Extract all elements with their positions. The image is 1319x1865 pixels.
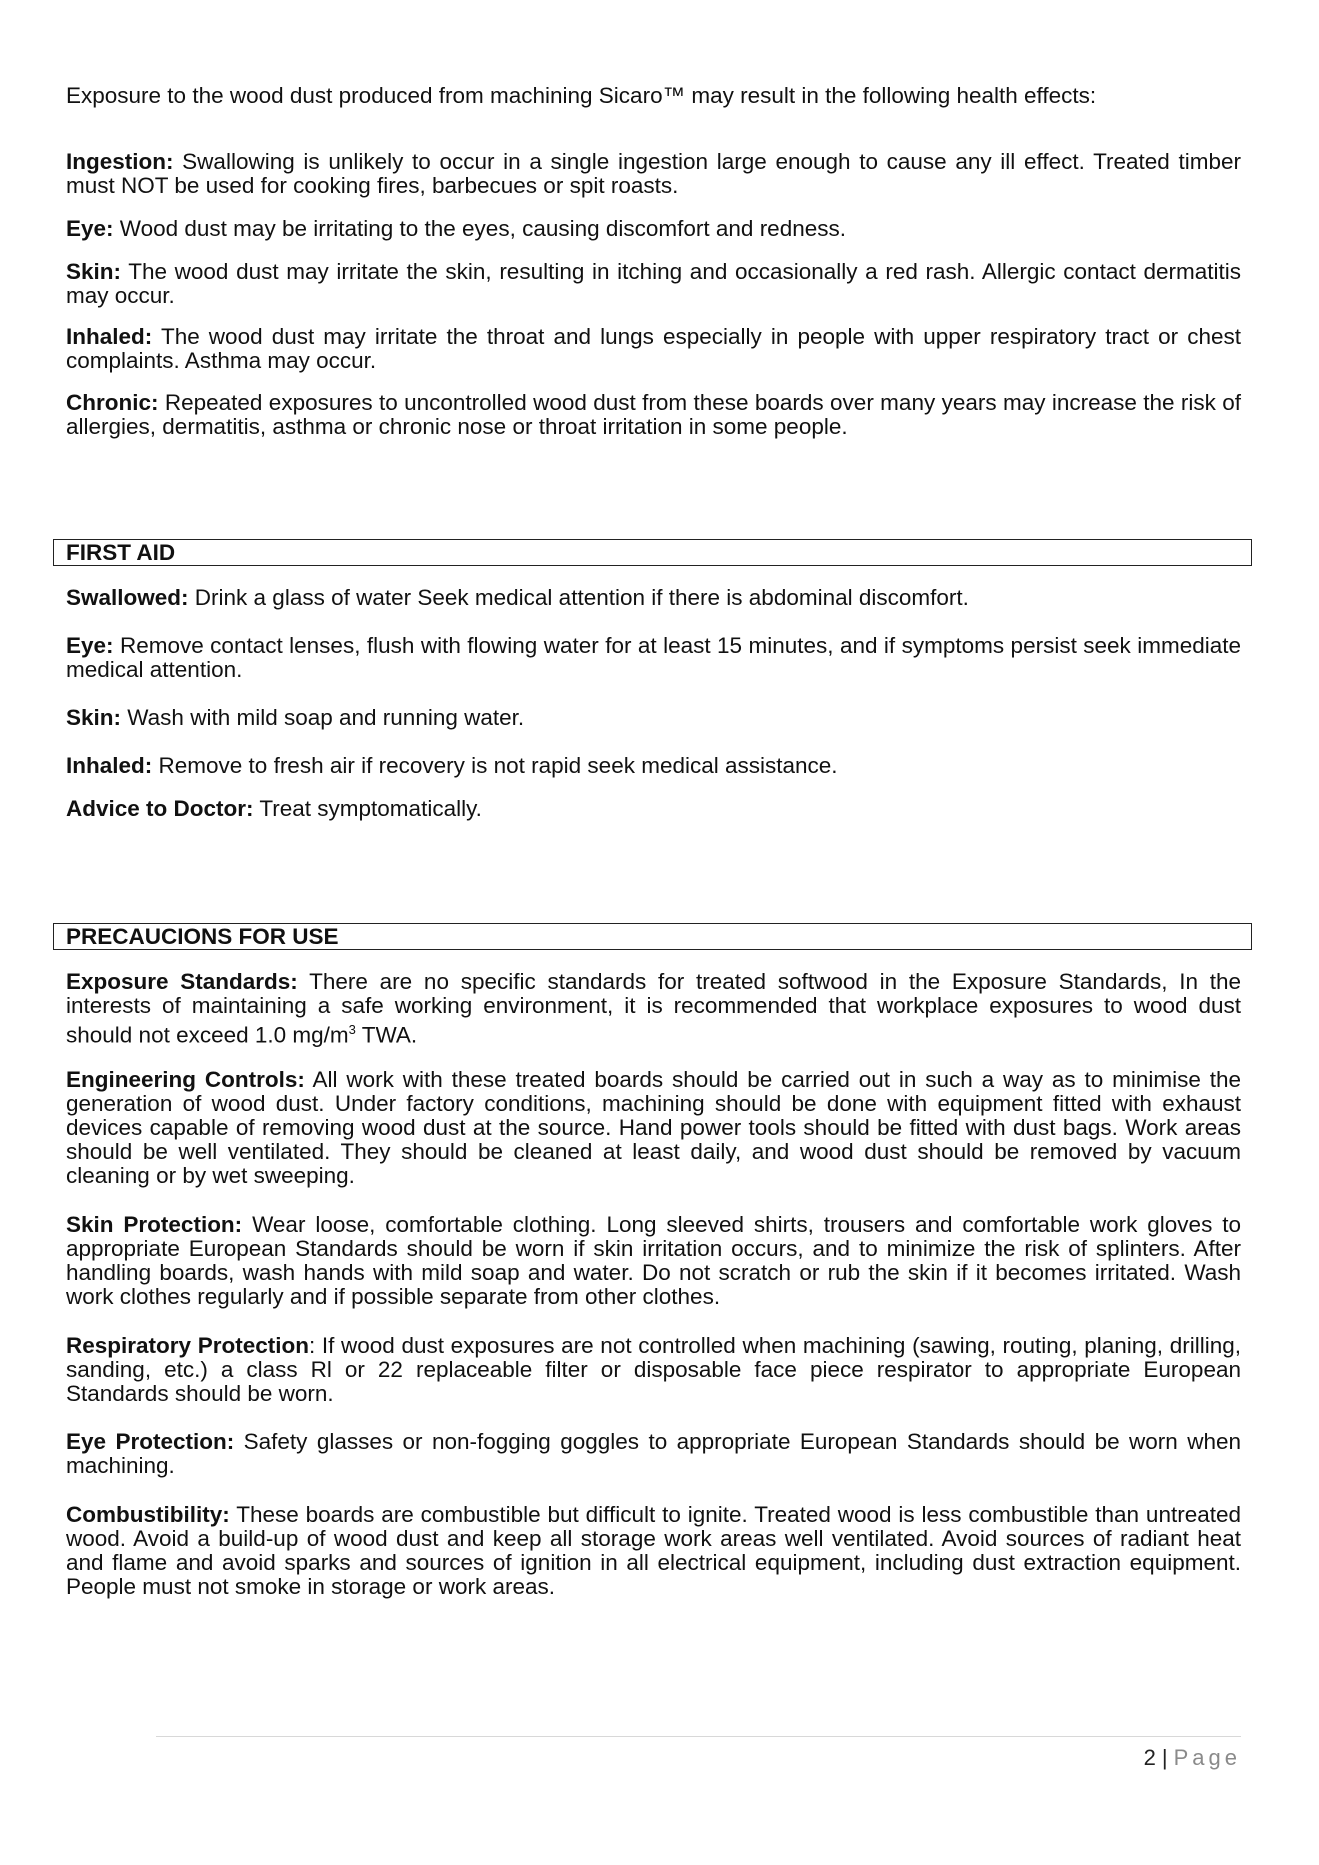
health-effect-inhaled-block <box>66 325 1241 373</box>
health-effect-inhaled <box>66 325 1241 373</box>
first-aid-heading-box <box>53 539 1252 566</box>
para-text: Remove contact lenses, flush with flowing water for at least 15 minutes, and if symptoms persist seek immediate medical attention. <box>66 633 1241 682</box>
first-aid-swallowed <box>66 586 1241 610</box>
first-aid-eye-block <box>66 634 1241 682</box>
para-text: Wear loose, comfortable clothing. Long sleeved shirts, trousers and comfortable work gloves to appropriate European Standards should be worn if skin irritation occurs, and to minimize the risk of splinters. After handling boards, wash hands with mild soap and water. Do not scratch or rub the skin if it becomes irritated. Wash work clothes regularly and if possible separate from other clothes. <box>66 1212 1241 1309</box>
precaution-combustibility-block <box>66 1503 1241 1599</box>
health-effect-ingestion <box>66 150 1241 198</box>
para-text: Wood dust may be irritating to the eyes, causing discomfort and redness. <box>113 216 846 241</box>
first-aid-advice-to-doctor <box>66 797 1241 821</box>
precaution-engineering-block <box>66 1068 1241 1188</box>
para-text: Wash with mild soap and running water. <box>121 705 525 730</box>
first-aid-doctor-block <box>66 797 1241 821</box>
para-label: Skin: <box>66 259 122 284</box>
para-text: The wood dust may irritate the skin, resulting in itching and occasionally a red rash. Allergic contact dermatitis may occur. <box>66 259 1241 308</box>
para-label: Eye: <box>66 633 114 658</box>
document-page <box>66 0 1241 1865</box>
precaution-eye-block <box>66 1430 1241 1478</box>
para-text: Swallowing is unlikely to occur in a single ingestion large enough to cause any ill effect. Treated timber must NOT be used for cooking fires, barbecues or spit roasts. <box>66 149 1241 198</box>
first-aid-eye <box>66 634 1241 682</box>
para-text: Remove to fresh air if recovery is not rapid seek medical assistance. <box>152 753 838 778</box>
precautions-heading-box <box>53 923 1252 950</box>
intro-text: Exposure to the wood dust produced from machining Sicaro™ may result in the following health effects: <box>66 83 1097 108</box>
superscript: 3 <box>348 1022 356 1037</box>
para-label: Engineering Controls: <box>66 1067 305 1092</box>
para-text: All work with these treated boards should be carried out in such a way as to minimise the generation of wood dust. Under factory conditions, machining should be done with equipment fitted with exhaust devices capable of removing wood dust at the source. Hand power tools should be fitted with dust bags. Work areas should be well ventilated. They should be cleaned at least daily, and wood dust should be removed by vacuum cleaning or by wet sweeping. <box>66 1067 1241 1188</box>
para-label: Swallowed: <box>66 585 189 610</box>
health-effect-eye <box>66 217 1241 241</box>
para-text: Drink a glass of water Seek medical attention if there is abdominal discomfort. <box>188 585 969 610</box>
para-label: Inhaled: <box>66 324 153 349</box>
page-label: Page <box>1173 1745 1241 1770</box>
first-aid-swallowed-block <box>66 586 1241 610</box>
precaution-respiratory-protection <box>66 1334 1241 1406</box>
para-label: Respiratory Protection <box>66 1333 309 1358</box>
para-label: Skin Protection: <box>66 1212 243 1237</box>
para-label: Inhaled: <box>66 753 153 778</box>
para-label: Advice to Doctor: <box>66 796 254 821</box>
para-tail: TWA. <box>355 1022 418 1048</box>
health-effect-eye-block <box>66 217 1241 241</box>
health-effect-chronic <box>66 391 1241 439</box>
health-effects <box>66 150 1241 198</box>
page-number: 2 <box>1143 1745 1156 1770</box>
first-aid-heading: FIRST AID <box>66 540 176 565</box>
page-footer <box>1144 1745 1241 1771</box>
footer-separator: | <box>1161 1745 1168 1770</box>
para-text: Repeated exposures to uncontrolled wood dust from these boards over many years may increase the risk of allergies, dermatitis, asthma or chronic nose or throat irritation in some people. <box>66 390 1241 439</box>
precaution-skin-block <box>66 1213 1241 1309</box>
para-label: Eye Protection: <box>66 1429 235 1454</box>
precautions-heading: PRECAUCIONS FOR USE <box>66 924 339 949</box>
footer-divider <box>156 1736 1241 1737</box>
para-text: : If wood dust exposures are not controlled when machining (sawing, routing, planing, drilling, sanding, etc.) a class Rl or 22 replaceable filter or disposable face piece respirator to appropriate European Standards should be worn. <box>66 1333 1241 1406</box>
first-aid-skin <box>66 706 1241 730</box>
para-label: Ingestion: <box>66 149 174 174</box>
precaution-engineering-controls <box>66 1068 1241 1188</box>
precaution-combustibility <box>66 1503 1241 1599</box>
health-effect-chronic-block <box>66 391 1241 439</box>
para-text: Treat symptomatically. <box>253 796 482 821</box>
para-label: Exposure Standards: <box>66 969 298 994</box>
precaution-exposure-standards-block <box>66 970 1241 1048</box>
para-text: The wood dust may irritate the throat and lungs especially in people with upper respiratory tract or chest complaints. Asthma may occur. <box>66 324 1241 373</box>
health-effect-skin-block <box>66 260 1241 308</box>
para-text: Safety glasses or non-fogging goggles to appropriate European Standards should be worn when machining. <box>66 1429 1241 1478</box>
precaution-skin-protection <box>66 1213 1241 1309</box>
para-text: These boards are combustible but difficult to ignite. Treated wood is less combustible than untreated wood. Avoid a build-up of wood dust and keep all storage work areas well ventilated. Avoid sources of radiant heat and flame and avoid sparks and sources of ignition in all electrical equipment, including dust extraction equipment. People must not smoke in storage or work areas. <box>66 1502 1241 1599</box>
para-label: Skin: <box>66 705 122 730</box>
precaution-respiratory-block <box>66 1334 1241 1406</box>
para-label: Eye: <box>66 216 114 241</box>
health-effect-skin <box>66 260 1241 308</box>
first-aid-skin-block <box>66 706 1241 730</box>
precaution-exposure-standards <box>66 970 1241 1048</box>
para-label: Combustibility: <box>66 1502 230 1527</box>
first-aid-inhaled-block <box>66 754 1241 778</box>
para-label: Chronic: <box>66 390 159 415</box>
para-text: There are no specific standards for treated softwood in the Exposure Standards, In the interests of maintaining a safe working environment, it is recommended that workplace exposures to wood dust should not exceed 1.0 mg/m <box>66 969 1242 1048</box>
first-aid-inhaled <box>66 754 1241 778</box>
precaution-eye-protection <box>66 1430 1241 1478</box>
